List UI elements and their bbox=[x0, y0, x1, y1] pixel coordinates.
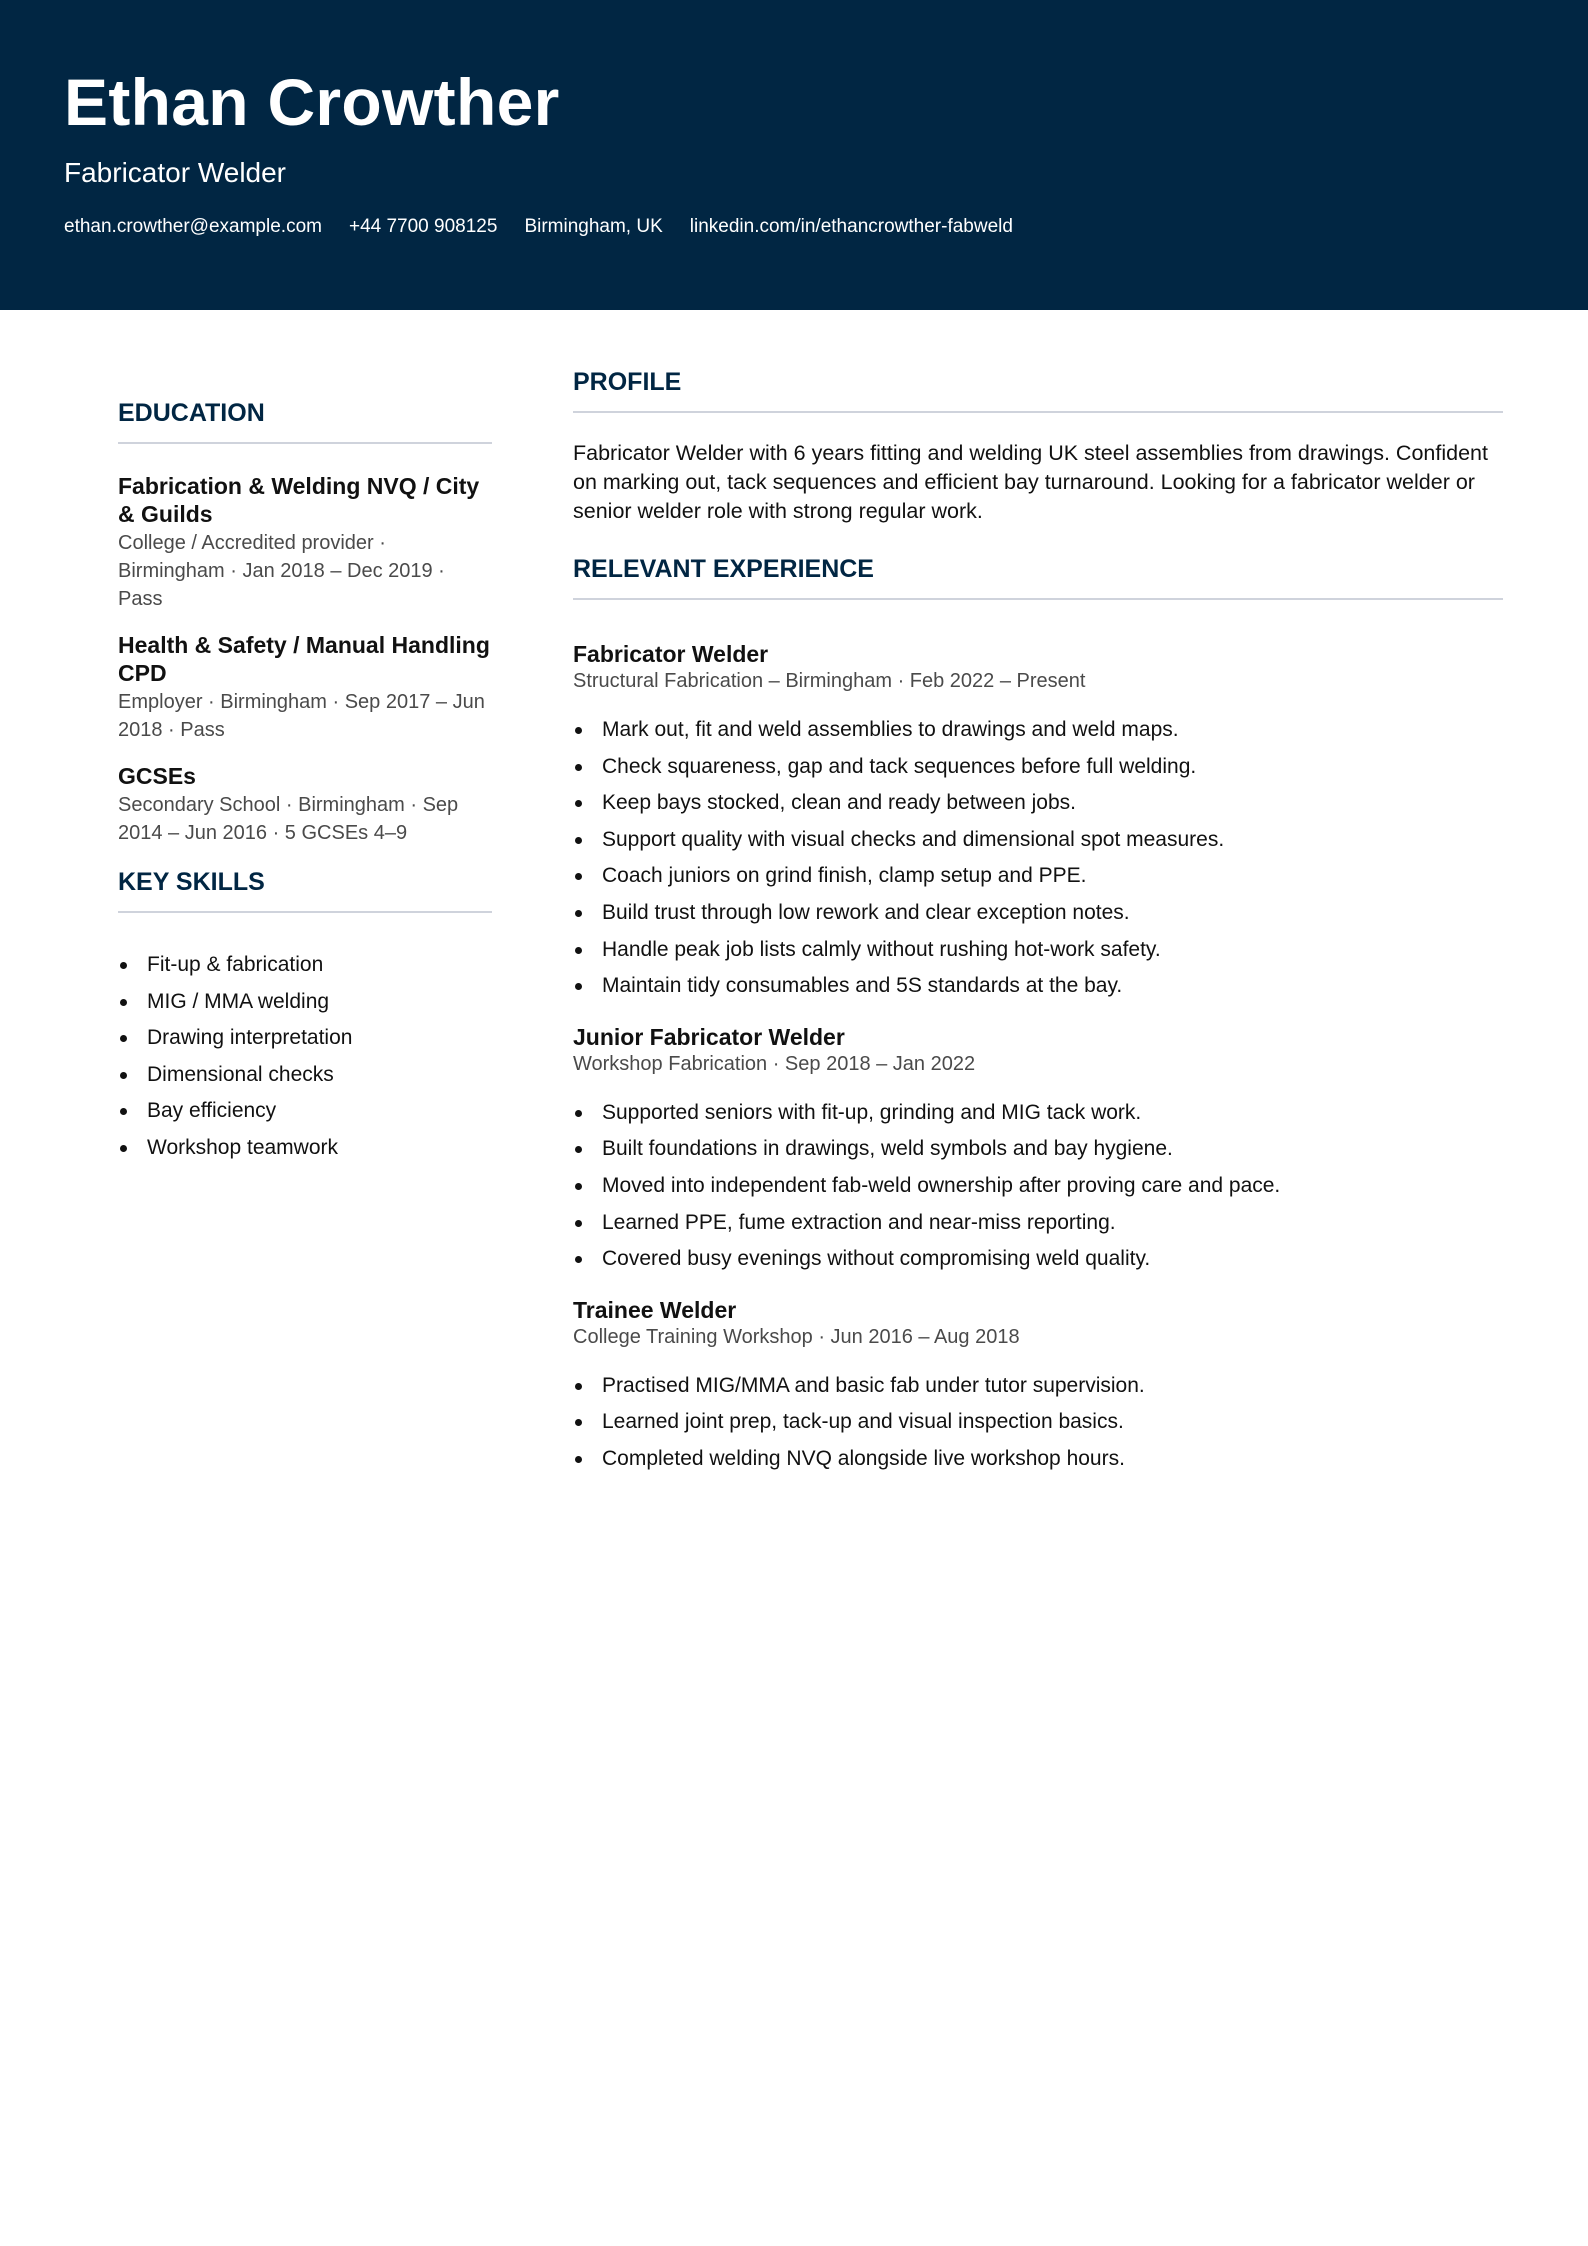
education-meta: Secondary School · Birmingham · Sep 2014 – Jun 2016 · 5 GCSEs 4–9 bbox=[118, 794, 459, 844]
job-bullet: Moved into independent fab-weld ownership after proving care and pace. bbox=[573, 1168, 1503, 1205]
education-item bbox=[118, 762, 492, 847]
education-meta: College / Accredited provider · Birmingham · Jan 2018 – Dec 2019 · Pass bbox=[118, 532, 445, 610]
experience-heading: RELEVANT EXPERIENCE bbox=[573, 552, 1503, 600]
job-bullet: Support quality with visual checks and dimensional spot measures. bbox=[573, 822, 1503, 859]
education-title: GCSEs bbox=[118, 763, 196, 789]
job-entry bbox=[573, 1296, 1503, 1478]
skill-item: Fit-up & fabrication bbox=[118, 947, 492, 984]
job-list bbox=[573, 640, 1503, 1478]
job-bullet: Covered busy evenings without compromising weld quality. bbox=[573, 1241, 1503, 1278]
contact-linkedin: linkedin.com/in/ethancrowther-fabweld bbox=[689, 216, 1013, 237]
left-column bbox=[118, 396, 492, 1167]
education-title: Health & Safety / Manual Handling CPD bbox=[118, 632, 490, 686]
job-bullet: Handle peak job lists calmly without rushing hot-work safety. bbox=[573, 932, 1503, 969]
job-bullet: Supported seniors with fit-up, grinding and MIG tack work. bbox=[573, 1095, 1503, 1132]
job-bullet: Keep bays stocked, clean and ready between jobs. bbox=[573, 785, 1503, 822]
candidate-name: Ethan Crowther bbox=[64, 65, 560, 139]
job-title: Fabricator Welder bbox=[573, 641, 769, 667]
job-bullet: Check squareness, gap and tack sequences before full welding. bbox=[573, 749, 1503, 786]
job-bullet: Coach juniors on grind finish, clamp setup and PPE. bbox=[573, 858, 1503, 895]
job-bullet: Learned joint prep, tack-up and visual inspection basics. bbox=[573, 1404, 1503, 1441]
education-title: Fabrication & Welding NVQ / City & Guilds bbox=[118, 473, 480, 527]
job-bullet: Maintain tidy consumables and 5S standards at the bay. bbox=[573, 968, 1503, 1005]
profile-summary: Fabricator Welder with 6 years fitting and welding UK steel assemblies from drawings. Confident on marking out, tack sequences and efficient bay turnaround. Looking for a fabricator welder or senior welder role with strong regular work. bbox=[573, 441, 1488, 523]
job-bullets bbox=[573, 712, 1503, 1005]
skill-item: Bay efficiency bbox=[118, 1093, 492, 1130]
contact-phone: +44 7700 908125 bbox=[348, 216, 498, 237]
job-bullet: Completed welding NVQ alongside live workshop hours. bbox=[573, 1441, 1503, 1478]
job-bullet: Mark out, fit and weld assemblies to drawings and weld maps. bbox=[573, 712, 1503, 749]
profile-heading: PROFILE bbox=[573, 365, 1503, 413]
job-title: Trainee Welder bbox=[573, 1296, 737, 1323]
job-meta: Workshop Fabrication · Sep 2018 – Jan 2022 bbox=[573, 1052, 976, 1075]
contact-email: ethan.crowther@example.com bbox=[64, 216, 322, 237]
job-title: Junior Fabricator Welder bbox=[573, 1023, 845, 1050]
job-bullet: Built foundations in drawings, weld symbols and bay hygiene. bbox=[573, 1131, 1503, 1168]
job-bullet: Learned PPE, fume extraction and near-miss reporting. bbox=[573, 1205, 1503, 1242]
education-item bbox=[118, 631, 492, 744]
education-item bbox=[118, 472, 492, 613]
right-column bbox=[573, 365, 1503, 1496]
education-heading: EDUCATION bbox=[118, 396, 492, 444]
job-bullets bbox=[573, 1095, 1503, 1278]
candidate-role: Fabricator Welder bbox=[64, 157, 287, 188]
job-entry bbox=[573, 1023, 1503, 1278]
skill-item: Workshop teamwork bbox=[118, 1130, 492, 1167]
job-bullet: Build trust through low rework and clear exception notes. bbox=[573, 895, 1503, 932]
job-meta: Structural Fabrication – Birmingham · Feb 2022 – Present bbox=[573, 670, 1086, 692]
skill-item: Drawing interpretation bbox=[118, 1020, 492, 1057]
contact-location: Birmingham, UK bbox=[524, 216, 663, 237]
skills-list bbox=[118, 947, 492, 1167]
job-bullet: Practised MIG/MMA and basic fab under tutor supervision. bbox=[573, 1368, 1503, 1405]
skill-item: Dimensional checks bbox=[118, 1057, 492, 1094]
skill-item: MIG / MMA welding bbox=[118, 984, 492, 1021]
contact-list bbox=[64, 214, 1013, 240]
skills-heading: KEY SKILLS bbox=[118, 865, 492, 913]
job-entry bbox=[573, 640, 1503, 1005]
education-list bbox=[118, 472, 492, 847]
resume-header bbox=[0, 0, 1588, 310]
job-meta: College Training Workshop · Jun 2016 – Aug 2018 bbox=[573, 1325, 1020, 1348]
job-bullets bbox=[573, 1368, 1503, 1478]
education-meta: Employer · Birmingham · Sep 2017 – Jun 2018 · Pass bbox=[118, 691, 485, 741]
